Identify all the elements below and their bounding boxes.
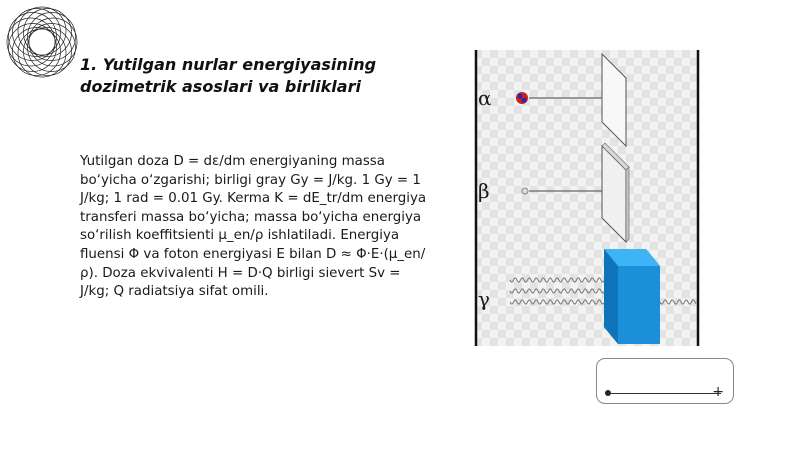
legend-box: [596, 358, 734, 404]
alpha-particle-icon: [516, 92, 528, 104]
legend-line: [608, 393, 721, 394]
slide-body-text: Yutilgan doza D = dε/dm energiyaning massa bo‘yicha o‘zgarishi; birligi gray Gy = J/kg. 1 Gy = 1 J/kg; 1 rad = 0.01 Gy. Kerma K = dE_tr/dm energiya transferi massa bo‘yicha; massa bo‘yicha energiya so‘rilish koeffitsienti μ_en/ρ ishlatiladi. Energiya fluensi Φ va foton energiyasi E bilan D ≈ Φ·E·(μ_en/ρ). Doza ekvivalenti H = D·Q birligi sievert Sv = J/kg; Q radiatsiya sifat omili.: [80, 154, 427, 300]
lead-block-shape: [604, 249, 660, 344]
slide-title: 1. Yutilgan nurlar energiyasining dozimetrik asoslari va birliklari: [80, 55, 377, 96]
radiation-penetration-figure: [474, 50, 700, 346]
spirograph-logo-icon: [4, 4, 80, 80]
beta-label: β: [478, 179, 490, 203]
plus-icon: +: [712, 384, 724, 400]
gamma-label: γ: [478, 287, 490, 311]
beta-particle-icon: [522, 188, 528, 194]
alpha-label: α: [478, 86, 492, 110]
